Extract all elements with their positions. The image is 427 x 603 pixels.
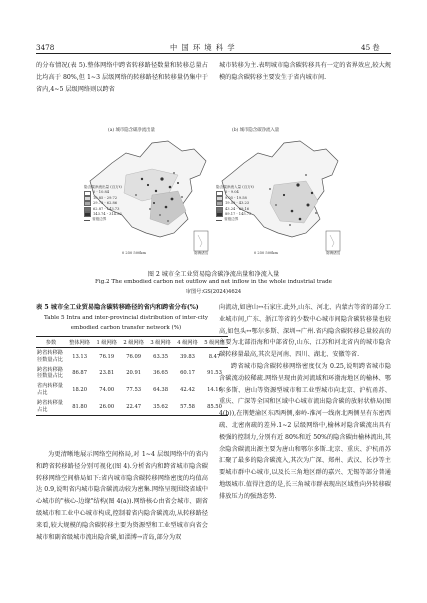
table-header-cell: 4 级网络 bbox=[177, 339, 198, 346]
left-bottom-text: 为更清晰地展示网络空间格局,对 1~4 层级网络中的省内和跨省转移路径分别可视化(图 4).分析省内和跨省城市隐含碳转移网络空间格局如下:省内城市隐含碳转移网络密度的均值高达 0.9,说明省内城市隐含碳流动较为密集.网络呈现围绕省域中心城市的"核心-边缘"结构(图 4(a)).网络核心由省会城市、副省级城市和工业中心城市构成,控制着省内隐含碳流动,从转移路径来看,较大规模的隐含碳转移主要为资源型和工业型城市向省会城市和副省级城市流出隐含碳,如淄博→青岛,部分为双 bbox=[36, 451, 208, 541]
right-top-text: 城市转移为主.表明城市隐含碳转移具有一定的省界效应,较大规模的隐含碳转移主要发生于省内城市间. bbox=[219, 62, 391, 81]
map-a-title: (a) 城市隐含碳净流出量 bbox=[108, 128, 155, 133]
table-cell: 8.47 bbox=[208, 353, 221, 360]
table-cell: 39.83 bbox=[180, 353, 195, 360]
table-cell: 76.19 bbox=[99, 353, 115, 360]
table-header-cell: 参数 bbox=[45, 339, 57, 346]
table-header-cell: 整体网络 bbox=[69, 339, 90, 346]
map-b-title: (b) 城市隐含碳净流入量 bbox=[232, 128, 280, 133]
table-cell: 60.17 bbox=[180, 370, 195, 377]
row-label: 跨省转移路径数量占比 bbox=[37, 349, 63, 363]
table-cell: 63.35 bbox=[153, 353, 168, 360]
table-cell: 20.91 bbox=[126, 370, 142, 377]
table-header-row bbox=[36, 337, 228, 348]
table-cell: 22.47 bbox=[126, 403, 142, 410]
legend-a-item: 0 - 10.84 bbox=[84, 190, 122, 195]
right-bottom-paragraphs bbox=[219, 302, 391, 503]
table-title-cn: 表 5 城市全工业贸易隐含碳转移路径的省内和跨省分布(%) bbox=[36, 304, 199, 311]
legend-a-title: 隐含碳净流出量 (百万t) bbox=[84, 185, 122, 189]
legend-b-item: 43.24 - 89.16 bbox=[216, 207, 254, 212]
table-cell: 64.38 bbox=[153, 387, 168, 394]
data-table bbox=[36, 336, 228, 416]
table-cell: 42.42 bbox=[180, 387, 195, 394]
scale-bar-b: 0 250 500km bbox=[254, 251, 278, 255]
table-cell: 74.00 bbox=[99, 387, 115, 394]
legend-a-item: 10.85 - 29.72 bbox=[84, 196, 122, 201]
table-cell: 85.50 bbox=[207, 403, 222, 410]
table-cell: 35.62 bbox=[153, 403, 168, 410]
table-row bbox=[36, 365, 228, 382]
table-cell: 36.65 bbox=[153, 370, 168, 377]
legend-b-item: 89.17 - 145.75 bbox=[216, 212, 254, 217]
volume-label: 45 卷 bbox=[361, 43, 380, 52]
table-row bbox=[36, 348, 228, 365]
figure-maps bbox=[82, 127, 346, 262]
header-rule bbox=[36, 53, 391, 54]
map-approval-number: 审图号:GS(2024)4624 bbox=[185, 289, 242, 295]
right-bottom-text-1: 向流动,如唐山↔石家庄.此外,山东、河北、内蒙古等省的部分工业城市间,广东、浙江等省的少数中心城市间隐含碳转移量也较高,如包头↔鄂尔多斯、深圳→广州.省内隐含碳转移总量较高的主要为北部沿海和中部省份,山东、江苏和河北省内的城市隐含碳转移量最高,其次是河南、四川、湖北、安徽等省. bbox=[219, 304, 391, 359]
row-label: 跨省转移路径数量占比 bbox=[37, 366, 63, 380]
table-cell: 13.13 bbox=[72, 353, 88, 360]
row-label: 省内转移量占比 bbox=[37, 383, 63, 397]
left-top-paragraph bbox=[36, 60, 208, 95]
table-cell: 14.16 bbox=[207, 387, 222, 394]
table-cell: 57.58 bbox=[180, 403, 195, 410]
figure-caption-cn: 图 2 城市全工业贸易隐含碳净流出量和净流入量 bbox=[147, 271, 280, 278]
legend-a-item: 62.87 - 143.73 bbox=[84, 207, 122, 212]
page-number: 3478 bbox=[36, 43, 55, 52]
legend-b-title: 隐含碳净流入量 (百万t) bbox=[216, 185, 254, 189]
table-block bbox=[36, 302, 225, 416]
inset-label-a: 南海诸岛 bbox=[194, 251, 209, 255]
table-header-cell: 1 级网络 bbox=[96, 339, 117, 346]
legend-a-item: 143.74 - 314.56 bbox=[84, 212, 122, 217]
journal-title: 中 国 环 境 科 学 bbox=[170, 43, 236, 52]
table-cell: 77.53 bbox=[126, 387, 142, 394]
table-cell: 86.87 bbox=[72, 370, 88, 377]
table-cell: 91.53 bbox=[207, 370, 222, 377]
table-cell: 76.09 bbox=[126, 353, 142, 360]
legend-b-border: 省级边界 bbox=[216, 217, 254, 222]
row-label: 跨省转移量占比 bbox=[37, 400, 63, 413]
table-header-cell: 2 级网络 bbox=[123, 339, 144, 346]
table-row bbox=[36, 382, 228, 399]
legend-b-item: 9.05 - 19.58 bbox=[216, 196, 254, 201]
legend-b-item: 19.59 - 43.23 bbox=[216, 201, 254, 206]
table-cell: 81.80 bbox=[72, 403, 88, 410]
table-header-cell: 5 级网络 bbox=[204, 339, 225, 346]
figure-caption-en: Fig.2 The embodied carbon net outflow and net inflow in the whole industrial trade bbox=[95, 279, 332, 285]
right-bottom-text-2: 跨省城市隐含碳转移网络密度仅为 0.25,说明跨省城市隐含碳流动较稀疏.网络呈现由黄河流域和环渤海地区的榆林、鄂尔多斯、唐山等资源型城市和工业型城市向北京、沪杭甬苏、重庆、广深等全国和区域中心城市流出隐含碳的放射状格局(图 4(b)),在荆楚渝区东西两侧,秦岭-淮河一线南北两侧呈有东密西疏、北密南疏的差异.1~2 层级网络中,榆林对隐含碳流出具有极强的控制力,分别有近 80%和近 50%的隐含碳由榆林流出,其余隐含碳流出源主要为唐山和鄂尔多斯.北京、重庆、沪杭甬苏汇聚了最多的隐含碳流入,其次为广深、郑州、武汉、长沙等主要城市群中心城市,以及长三角地区群的嘉兴、无锡等部分普通地级城市.值得注意的是,长三角城市群表现出区域性向外转移碳排放压力的强劲态势. bbox=[219, 362, 391, 500]
table-cell: 18.20 bbox=[72, 387, 88, 394]
legend-b bbox=[216, 185, 254, 223]
table-title-en: Table 5 Intra and inter-provincial distribution of inter-city embodied carbon transfer network (%) bbox=[43, 315, 209, 331]
table-header-cell: 3 级网络 bbox=[150, 339, 171, 346]
legend-a-border: 省级边界 bbox=[84, 217, 122, 222]
table-cell: 26.00 bbox=[99, 403, 115, 410]
right-top-paragraph bbox=[219, 60, 391, 84]
table-row bbox=[36, 399, 228, 416]
legend-b-item: 0 - 9.04 bbox=[216, 190, 254, 195]
legend-a bbox=[84, 185, 122, 223]
inset-label-b: 南海诸岛 bbox=[326, 251, 341, 255]
scale-bar-a: 0 250 500km bbox=[122, 251, 146, 255]
left-bottom-paragraph bbox=[36, 449, 208, 543]
legend-a-item: 29.73 - 62.86 bbox=[84, 201, 122, 206]
table-cell: 23.81 bbox=[99, 370, 115, 377]
left-top-text: 的分布情况(表 5).整体网络中跨省转移路径数量和转移总量占比均高于 80%,但 1~3 层级网络的转移路径和转移量仍集中于省内,4~5 层级网络则以跨省 bbox=[36, 62, 208, 93]
